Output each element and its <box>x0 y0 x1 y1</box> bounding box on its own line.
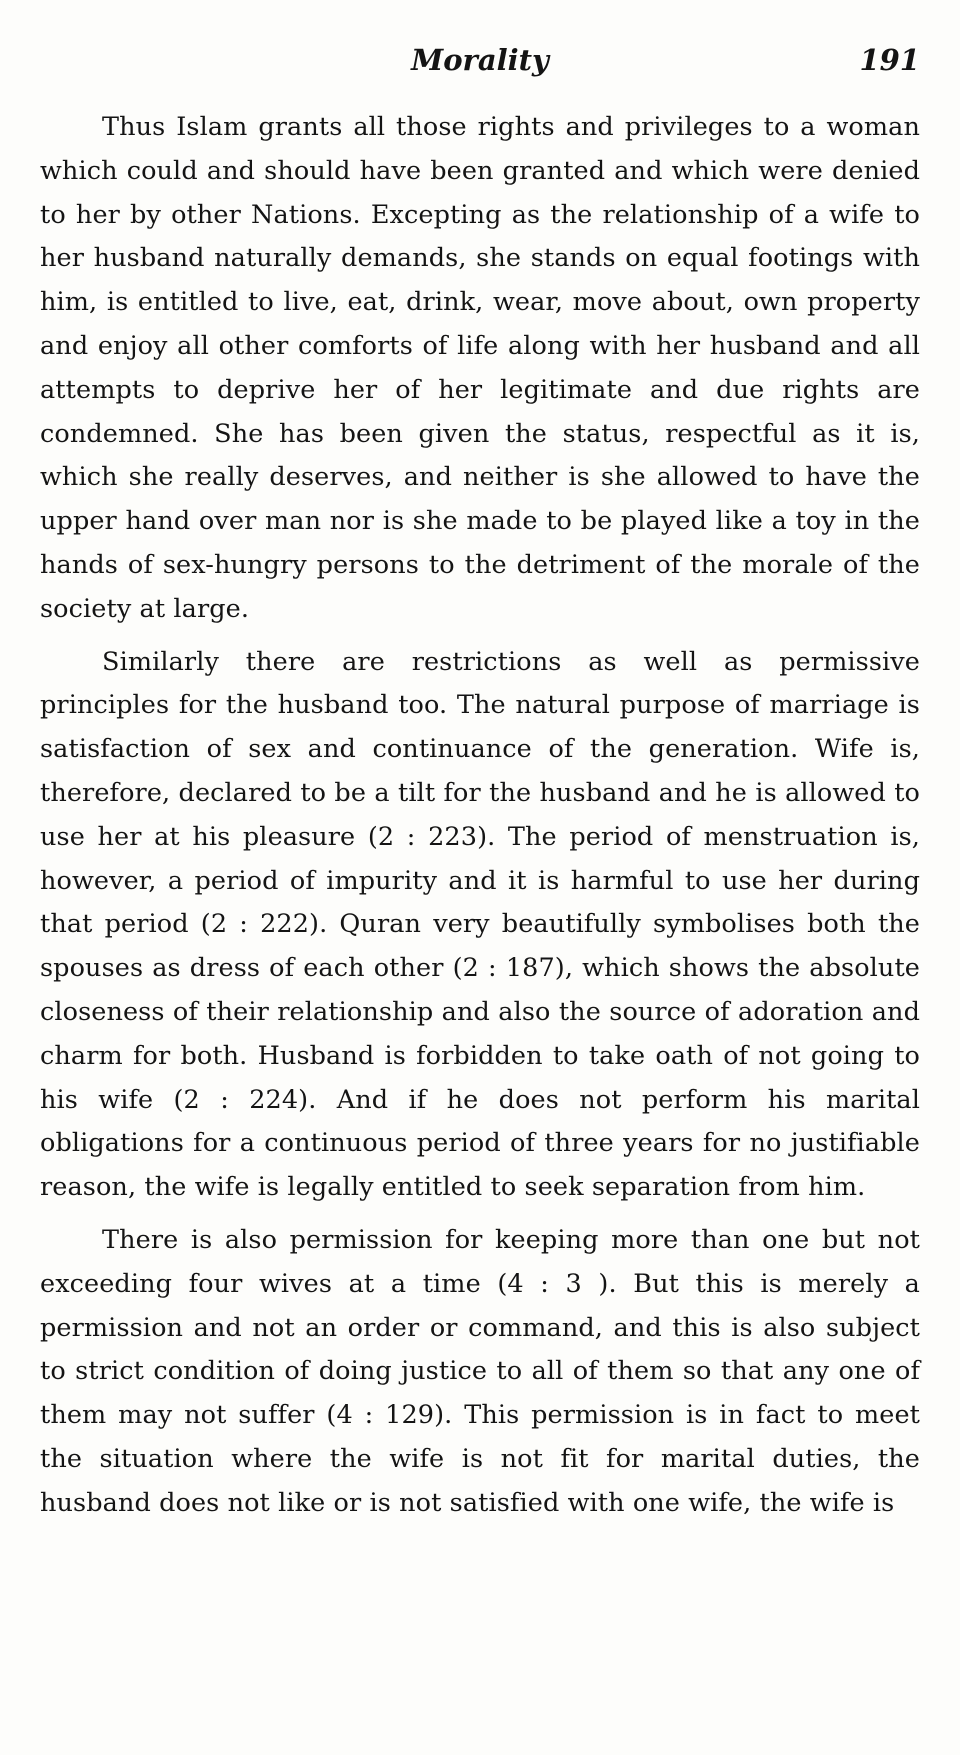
paragraph-polygamy-permission: There is also permission for keeping more than one but not exceeding four wives at a time (4 : 3 ). But this is merely a permission and not an order or command, and this is also subject to strict condition of doing justice to all of them so that any one of them may not suffer (4 : 129). This permission is in fact to meet the situation where the wife is not fit for marital duties, the husband does not like or is not satisfied with one wife, the wife is <box>40 1224 920 1518</box>
paragraph-husband-principles: Similarly there are restrictions as well as permissive principles for the husband too. The natural purpose of marriage is satisfaction of sex and continuance of the generation. Wife is, therefore, declared to be a tilt for the husband and he is allowed to use her at his pleasure (2 : 223). The period of menstruation is, however, a period of impurity and it is harmful to use her during that period (2 : 222). Quran very beautifully symbolises both the spouses as dress of each other (2 : 187), which shows the absolute closeness of their relationship and also the source of adoration and charm for both. Husband is forbidden to take oath of not going to his wife (2 : 224). And if he does not perform his marital obligations for a continuous period of three years for no justifiable reason, the wife is legally entitled to seek separation from him. <box>40 646 920 1203</box>
page-number: 191 <box>859 43 920 77</box>
chapter-title: Morality <box>411 43 549 77</box>
running-header <box>40 38 920 82</box>
body-text <box>40 106 920 1535</box>
paragraph-rights-of-women: Thus Islam grants all those rights and privileges to a woman which could and should have been granted and which were denied to her by other Nations. Excepting as the relationship of a wife to her husband naturally demands, she stands on equal footings with him, is entitled to live, eat, drink, wear, move about, own property and enjoy all other comforts of life along with her husband and all attempts to deprive her of her legitimate and due rights are condemned. She has been given the status, respectful as it is, which she really deserves, and neither is she allowed to have the upper hand over man nor is she made to be played like a toy in the hands of sex-hungry persons to the detriment of the morale of the society at large. <box>40 112 920 624</box>
